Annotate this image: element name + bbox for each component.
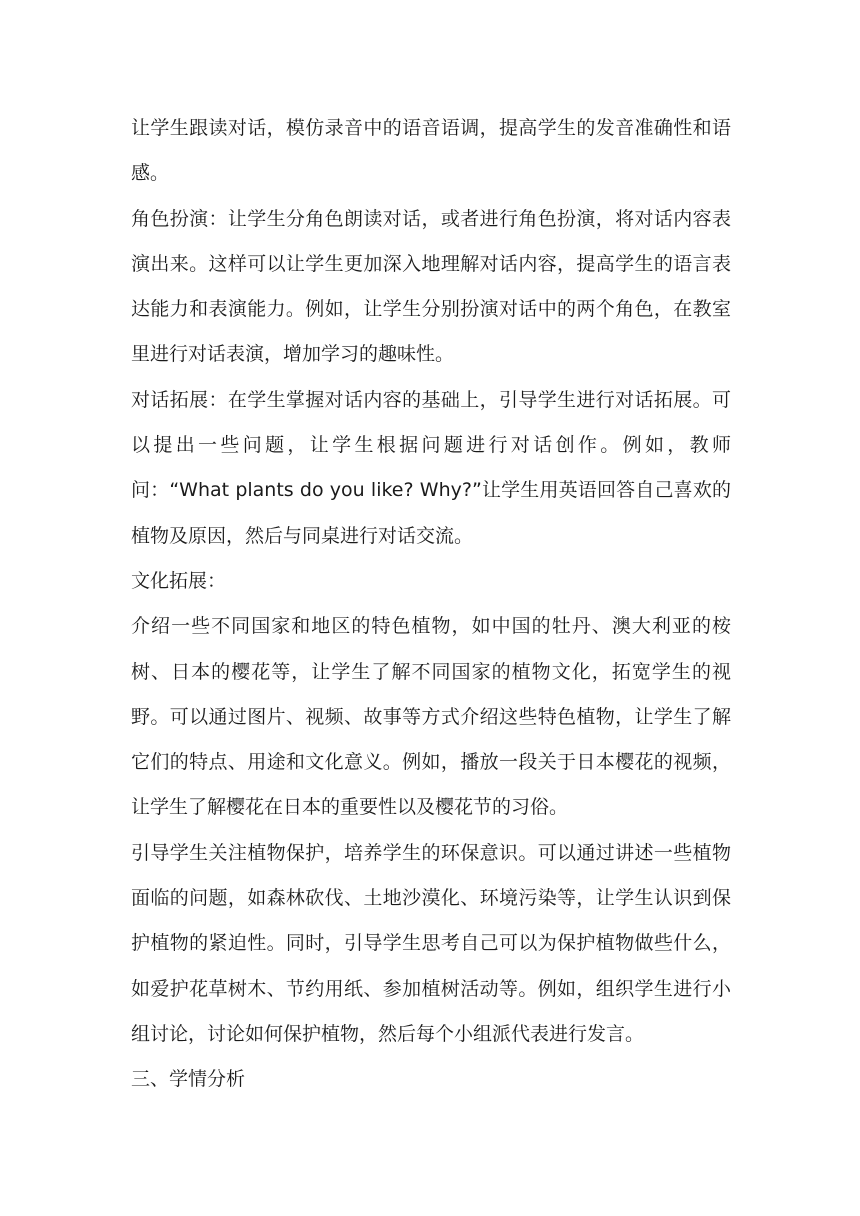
- paragraph-culture-heading: 文化拓展：: [131, 569, 227, 592]
- section-heading-learner-analysis: 三、学情分析: [131, 1068, 246, 1091]
- paragraph-shadow-reading: 让学生跟读对话，模仿录音中的语音语调，提高学生的发音准确性和语感。: [131, 117, 731, 185]
- paragraph-role-play: 角色扮演：让学生分角色朗读对话，或者进行角色扮演，将对话内容表演出来。这样可以让学生更加深入地理解对话内容，提高学生的语言表达能力和表演能力。例如，让学生分别扮演对话中的两个角色，在教室里进行对话表演，增加学习的趣味性。: [131, 207, 731, 366]
- paragraph-culture-plants: 介绍一些不同国家和地区的特色植物，如中国的牡丹、澳大利亚的桉树、日本的樱花等，让学生了解不同国家的植物文化，拓宽学生的视野。可以通过图片、视频、故事等方式介绍这些特色植物，让学生了解它们的特点、用途和文化意义。例如，播放一段关于日本樱花的视频，让学生了解樱花在日本的重要性以及樱花节的习俗。: [131, 615, 731, 819]
- document-body: [131, 106, 731, 1103]
- paragraph-dialogue-extension: 对话拓展：在学生掌握对话内容的基础上，引导学生进行对话拓展。可以提出一些问题，让学生根据问题进行对话创作。例如，教师问：“What plants do you like? Why?”让学生用英语回答自己喜欢的植物及原因，然后与同桌进行对话交流。: [131, 388, 731, 547]
- paragraph-plant-protection: 引导学生关注植物保护，培养学生的环保意识。可以通过讲述一些植物面临的问题，如森林砍伐、土地沙漠化、环境污染等，让学生认识到保护植物的紧迫性。同时，引导学生思考自己可以为保护植物做些什么，如爱护花草树木、节约用纸、参加植树活动等。例如，组织学生进行小组讨论，讨论如何保护植物，然后每个小组派代表进行发言。: [131, 841, 731, 1045]
